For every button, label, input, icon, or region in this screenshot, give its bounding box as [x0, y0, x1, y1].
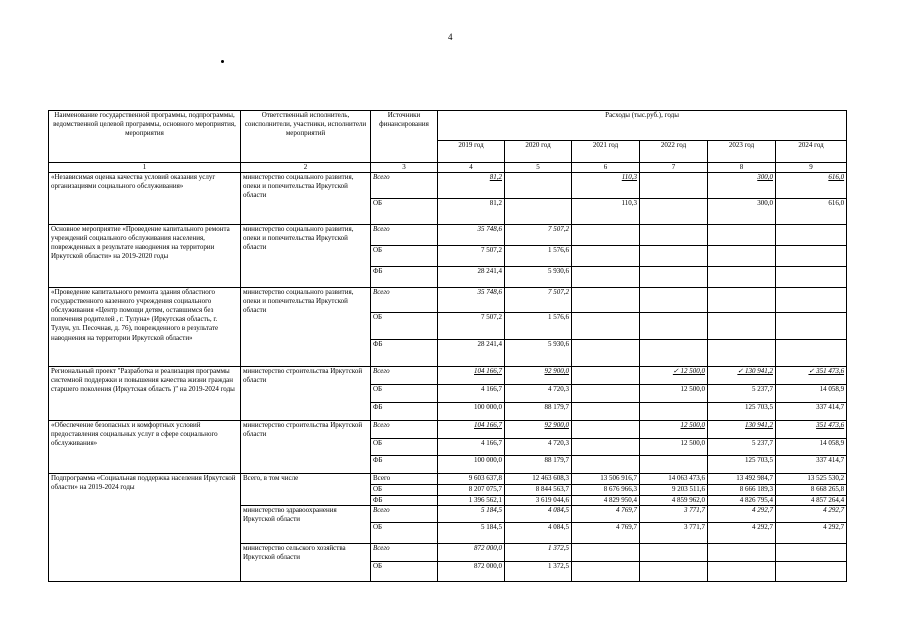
program-name-cell: Региональный проект "Разработка и реализация программы системной поддержки и повышения качества жизни граждан старшего поколения (Иркутская область )" на 2019-2024 годы: [49, 367, 241, 421]
value-cell: 12 500,0: [640, 385, 708, 403]
value-cell: 4 829 950,4: [572, 496, 640, 506]
header-source: Источники финансирования: [371, 111, 438, 163]
source-cell: Всего: [371, 288, 438, 313]
responsible-cell: министерство социального развития, опеки и попечительства Иркутской области: [241, 225, 371, 288]
program-name-cell: Основное мероприятие «Проведение капитального ремонта учреждений социального обслуживания населения, поврежденных в результате наводнения на территории Иркутской области» на 2019-2020 годы: [49, 225, 241, 288]
value-cell: 616,0: [776, 199, 847, 225]
value-cell: 3 771,7: [640, 506, 708, 523]
value-cell: [640, 456, 708, 474]
source-cell: Всего: [371, 367, 438, 385]
value-cell: [776, 340, 847, 367]
value-cell: [776, 544, 847, 562]
value-cell: 92 900,0: [505, 421, 572, 439]
value-cell: [776, 267, 847, 288]
value-cell: [572, 544, 640, 562]
value-cell: 4 292,7: [776, 523, 847, 544]
value-cell: [708, 562, 776, 582]
value-cell: 12 463 608,3: [505, 474, 572, 485]
column-number: 9: [776, 163, 847, 173]
value-cell: 337 414,7: [776, 456, 847, 474]
value-cell: 8 844 563,7: [505, 485, 572, 496]
table-header: [49, 111, 847, 173]
column-number: 6: [572, 163, 640, 173]
value-cell: 1 372,5: [505, 562, 572, 582]
value-cell: 104 166,7: [438, 421, 505, 439]
value-cell: 5 930,6: [505, 267, 572, 288]
value-cell: [776, 288, 847, 313]
subprogram-name-cell: Подпрограмма «Социальная поддержка населения Иркутской области» на 2019-2024 годы: [49, 474, 241, 582]
responsible-cell: министерство строительства Иркутской области: [241, 421, 371, 474]
value-cell: [640, 199, 708, 225]
value-cell: [572, 367, 640, 385]
value-cell: 300,0: [708, 199, 776, 225]
value-cell: 4 292,7: [708, 523, 776, 544]
value-cell: 4 769,7: [572, 506, 640, 523]
table-body: [49, 173, 847, 582]
value-cell: 7 507,2: [505, 288, 572, 313]
value-cell: 35 748,6: [438, 288, 505, 313]
header-year: 2024 год: [776, 141, 847, 163]
value-cell: [640, 173, 708, 199]
source-cell: ОБ: [371, 313, 438, 340]
source-cell: ФБ: [371, 340, 438, 367]
column-number: 8: [708, 163, 776, 173]
value-cell: [776, 562, 847, 582]
value-cell: 8 207 075,7: [438, 485, 505, 496]
value-cell: 28 241,4: [438, 340, 505, 367]
source-cell: ОБ: [371, 439, 438, 456]
source-cell: ОБ: [371, 523, 438, 544]
value-cell: 81,2: [438, 199, 505, 225]
value-cell: [708, 313, 776, 340]
value-cell: 100 000,0: [438, 456, 505, 474]
responsible-cell: министерство сельского хозяйства Иркутской области: [241, 544, 371, 582]
value-cell: 35 748,6: [438, 225, 505, 246]
value-cell: [776, 225, 847, 246]
value-cell: 104 166,7: [438, 367, 505, 385]
header-program: Наименование государственной программы, подпрограммы, ведомственной целевой программы, основного мероприятия, мероприятия: [49, 111, 241, 163]
value-cell: 100 000,0: [438, 403, 505, 421]
program-name-cell: «Обеспечение безопасных и комфортных условий предоставления социальных услуг в сфере социального обслуживания»: [49, 421, 241, 474]
page-number: 4: [448, 32, 453, 42]
value-cell: [640, 340, 708, 367]
value-cell: 1 576,6: [505, 246, 572, 267]
value-cell: 4 769,7: [572, 523, 640, 544]
value-cell: 8 676 966,3: [572, 485, 640, 496]
value-cell: [572, 421, 640, 439]
source-cell: ФБ: [371, 496, 438, 506]
source-cell: ОБ: [371, 385, 438, 403]
value-cell: 88 179,7: [505, 456, 572, 474]
value-cell: 13 506 916,7: [572, 474, 640, 485]
value-cell: 872 000,0: [438, 562, 505, 582]
responsible-cell: Всего, в том числе: [241, 474, 371, 506]
value-cell: 3 619 044,6: [505, 496, 572, 506]
value-cell: 4 292,7: [708, 506, 776, 523]
source-cell: Всего: [371, 225, 438, 246]
source-cell: ФБ: [371, 456, 438, 474]
value-cell: 13 492 984,7: [708, 474, 776, 485]
value-cell: [572, 313, 640, 340]
source-cell: Всего: [371, 506, 438, 523]
value-cell: 4 857 264,4: [776, 496, 847, 506]
value-cell: 872 000,0: [438, 544, 505, 562]
value-cell: 1 576,6: [505, 313, 572, 340]
column-number: 4: [438, 163, 505, 173]
value-cell: [708, 225, 776, 246]
table-row: [49, 474, 847, 485]
value-cell: 7 507,2: [438, 246, 505, 267]
value-cell: [640, 544, 708, 562]
value-cell: ✓ 351 473,6: [776, 367, 847, 385]
table-row: [49, 225, 847, 246]
value-cell: 5 237,7: [708, 439, 776, 456]
value-cell: [640, 288, 708, 313]
value-cell: [572, 288, 640, 313]
value-cell: ✓ 12 500,0: [640, 367, 708, 385]
responsible-cell: министерство социального развития, опеки и попечительства Иркутской области: [241, 288, 371, 367]
header-year: 2023 год: [708, 141, 776, 163]
value-cell: [708, 267, 776, 288]
budget-table: [48, 110, 847, 582]
value-cell: [708, 246, 776, 267]
table-row: [49, 288, 847, 313]
value-cell: 7 507,2: [505, 225, 572, 246]
value-cell: 4 084,5: [505, 506, 572, 523]
value-cell: 13 525 530,2: [776, 474, 847, 485]
value-cell: [708, 340, 776, 367]
value-cell: 4 720,3: [505, 385, 572, 403]
value-cell: 5 184,5: [438, 523, 505, 544]
value-cell: 14 058,9: [776, 439, 847, 456]
table-row: [49, 367, 847, 385]
value-cell: 5 237,7: [708, 385, 776, 403]
value-cell: 616,0: [776, 173, 847, 199]
value-cell: [640, 313, 708, 340]
value-cell: 300,0: [708, 173, 776, 199]
table-row: [49, 421, 847, 439]
header-year: 2020 год: [505, 141, 572, 163]
value-cell: [572, 403, 640, 421]
header-year: 2019 год: [438, 141, 505, 163]
responsible-cell: министерство социального развития, опеки и попечительства Иркутской области: [241, 173, 371, 225]
value-cell: 4 826 795,4: [708, 496, 776, 506]
value-cell: 125 703,5: [708, 456, 776, 474]
value-cell: 5 930,6: [505, 340, 572, 367]
value-cell: [505, 173, 572, 199]
value-cell: [572, 340, 640, 367]
value-cell: 351 473,6: [776, 421, 847, 439]
value-cell: 130 941,2: [708, 421, 776, 439]
column-number: 3: [371, 163, 438, 173]
value-cell: 1 372,5: [505, 544, 572, 562]
value-cell: [572, 439, 640, 456]
value-cell: [572, 246, 640, 267]
source-cell: Всего: [371, 173, 438, 199]
value-cell: 81,2: [438, 173, 505, 199]
value-cell: [708, 544, 776, 562]
program-name-cell: «Независимая оценка качества условий оказания услуг организациями социального обслуживания»: [49, 173, 241, 225]
responsible-cell: министерство строительства Иркутской области: [241, 367, 371, 421]
value-cell: 9 603 637,8: [438, 474, 505, 485]
value-cell: 8 668 265,8: [776, 485, 847, 496]
value-cell: [640, 562, 708, 582]
value-cell: [505, 199, 572, 225]
value-cell: [572, 225, 640, 246]
header-responsible: Ответственный исполнитель, соисполнители, участники, исполнители мероприятий: [241, 111, 371, 163]
value-cell: 4 166,7: [438, 385, 505, 403]
source-cell: ФБ: [371, 267, 438, 288]
source-cell: Всего: [371, 474, 438, 485]
source-cell: Всего: [371, 544, 438, 562]
table-row: [49, 173, 847, 199]
scan-speck: [221, 60, 224, 63]
value-cell: 110,3: [572, 199, 640, 225]
value-cell: 14 063 473,6: [640, 474, 708, 485]
value-cell: 1 396 562,1: [438, 496, 505, 506]
value-cell: 4 720,3: [505, 439, 572, 456]
source-cell: Всего: [371, 421, 438, 439]
value-cell: 337 414,7: [776, 403, 847, 421]
header-year: 2022 год: [640, 141, 708, 163]
value-cell: 8 666 189,3: [708, 485, 776, 496]
value-cell: 5 184,5: [438, 506, 505, 523]
source-cell: ОБ: [371, 246, 438, 267]
value-cell: 9 203 511,6: [640, 485, 708, 496]
source-cell: ОБ: [371, 485, 438, 496]
source-cell: ОБ: [371, 562, 438, 582]
value-cell: [572, 385, 640, 403]
header-expenses: Расходы (тыс.руб.), годы: [438, 111, 847, 141]
value-cell: 4 292,7: [776, 506, 847, 523]
value-cell: 4 084,5: [505, 523, 572, 544]
value-cell: [640, 246, 708, 267]
value-cell: 92 900,0: [505, 367, 572, 385]
value-cell: ✓ 130 941,2: [708, 367, 776, 385]
value-cell: [572, 267, 640, 288]
value-cell: [708, 288, 776, 313]
value-cell: [776, 246, 847, 267]
value-cell: 7 507,2: [438, 313, 505, 340]
value-cell: [572, 456, 640, 474]
column-number: 2: [241, 163, 371, 173]
value-cell: 3 771,7: [640, 523, 708, 544]
responsible-cell: министерство здравоохранения Иркутской области: [241, 506, 371, 544]
value-cell: 12 500,0: [640, 421, 708, 439]
source-cell: ОБ: [371, 199, 438, 225]
value-cell: 4 859 962,0: [640, 496, 708, 506]
value-cell: [776, 313, 847, 340]
column-number: 7: [640, 163, 708, 173]
column-number: 1: [49, 163, 241, 173]
program-name-cell: «Проведение капитального ремонта здания областного государственного казенного учреждения социального обслуживания «Центр помощи детям, оставшимся без попечения родителей , г. Тулуна» (Иркутская область, г. Тулун, ул. Песочная, д. 76), поврежденного в результате наводнения на территории Иркутской области»: [49, 288, 241, 367]
value-cell: 125 703,5: [708, 403, 776, 421]
value-cell: 12 500,0: [640, 439, 708, 456]
value-cell: [572, 562, 640, 582]
value-cell: 110,3: [572, 173, 640, 199]
value-cell: [640, 267, 708, 288]
value-cell: [640, 225, 708, 246]
value-cell: 88 179,7: [505, 403, 572, 421]
column-number: 5: [505, 163, 572, 173]
source-cell: ФБ: [371, 403, 438, 421]
value-cell: 28 241,4: [438, 267, 505, 288]
header-year: 2021 год: [572, 141, 640, 163]
value-cell: [640, 403, 708, 421]
value-cell: 14 058,9: [776, 385, 847, 403]
value-cell: 4 166,7: [438, 439, 505, 456]
